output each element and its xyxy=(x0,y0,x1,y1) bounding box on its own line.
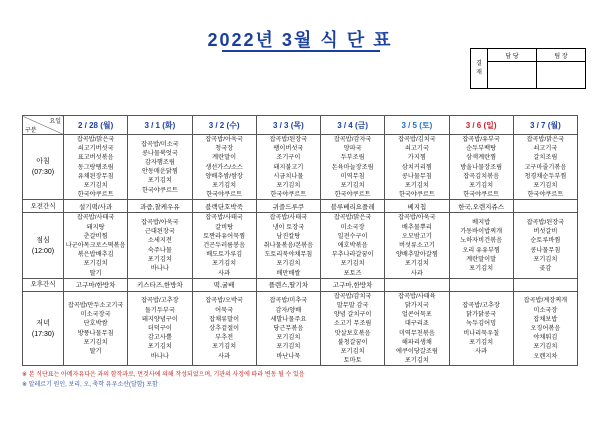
menu-item: 포기김치 xyxy=(533,343,558,351)
cell-r3-c3: 플렌스,딸기차 xyxy=(256,278,320,291)
menu-item: 오징어볶음 xyxy=(530,325,561,333)
menu-item: 포기김치 xyxy=(147,343,172,351)
menu-item: 두부조림 xyxy=(340,154,365,162)
cell-r0-c3 xyxy=(256,135,320,200)
menu-item: 토짠라유어묵찜 xyxy=(203,232,246,240)
menu-item: 갈치조림 xyxy=(533,154,558,162)
menu-item: 포기김치 xyxy=(340,348,365,356)
menu-table xyxy=(22,115,578,366)
menu-item: 잡채류말이 xyxy=(209,315,240,323)
menu-item: 유채된장무침 xyxy=(77,172,114,180)
menu-item: 잡곡밥/감자국 xyxy=(333,136,372,143)
menu-item: 방풍나물무침 xyxy=(77,329,114,337)
menu-item: 포기김치 xyxy=(212,182,237,190)
menu-item: 춘갈비찜 xyxy=(83,232,108,240)
cell-r0-c0 xyxy=(64,135,128,200)
cell-r2-c5 xyxy=(385,213,449,278)
menu-item: 잡곡밥/맑은국 xyxy=(526,136,565,143)
cell-r0-c4 xyxy=(321,135,385,200)
cell-r0-c5 xyxy=(385,135,449,200)
menu-item: 포기김치 xyxy=(469,182,494,190)
menu-item: 감고사뿔 xyxy=(147,334,172,342)
menu-item: 돼지불고기 xyxy=(273,163,304,171)
menu-item: 얼콘어묵포 xyxy=(401,311,432,319)
corner-bottom-label: 구분 xyxy=(25,128,37,134)
menu-item: 돌기두부국 xyxy=(144,306,175,314)
menu-item: 포기김치 xyxy=(276,343,301,351)
menu-item: 근대된장국 xyxy=(144,228,175,236)
cell-r1-c3: 귀즐드루쿠 xyxy=(256,200,320,213)
menu-item: 에쿠이당갈조림 xyxy=(395,348,438,356)
menu-item: 잡곡밥/아욱국 xyxy=(141,219,179,227)
cell-r1-c0: 설기떡/사과 xyxy=(64,200,128,213)
menu-item: 순두부백탕 xyxy=(466,145,497,153)
menu-item: 계란말이 xyxy=(212,154,237,162)
menu-item: 부추전 xyxy=(215,334,234,342)
menu-item: 부추나라갈꿈이 xyxy=(331,251,374,259)
menu-item: 해파리생채 xyxy=(401,338,432,346)
menu-item: 사과 xyxy=(475,348,488,356)
day-header-4: 3 / 4 (금) xyxy=(321,116,385,135)
menu-item: 불청갈꿈이 xyxy=(337,338,368,346)
menu-item: 바나나 xyxy=(150,265,169,273)
menu-item: 포기김치 xyxy=(404,260,429,268)
approval-col-1: 담 당 xyxy=(488,49,537,62)
menu-item: 잡곡김치볶음 xyxy=(463,172,500,180)
cell-r1-c1: 과즙,찰케우유 xyxy=(128,200,192,213)
menu-item: 콩나물무침 xyxy=(530,246,561,254)
row-label-0: 아침 (07:30) xyxy=(23,135,64,200)
menu-item: 상추겉절이 xyxy=(209,325,240,333)
menu-item: 포기김치 xyxy=(83,182,108,190)
cell-r1-c4: 블루베리요플레 xyxy=(321,200,385,213)
menu-item: 감자/양배 xyxy=(275,306,302,314)
approval-sign-1[interactable] xyxy=(488,62,537,89)
menu-item: 대구리죠 xyxy=(404,320,429,328)
cell-r2-c1 xyxy=(128,213,192,278)
menu-item: 잡곡밥/사태육 xyxy=(398,292,436,300)
menu-item: 청국장 xyxy=(215,145,234,153)
cell-r4-c1 xyxy=(128,291,192,366)
menu-item: 생선가스/소스 xyxy=(205,163,243,171)
cell-r2-c3 xyxy=(256,213,320,278)
menu-item: 고구마줄기볶음 xyxy=(524,163,567,171)
menu-item: 돼지양념구이 xyxy=(141,315,178,323)
cell-r0-c1 xyxy=(128,135,192,200)
menu-item: 표고버섯볶음 xyxy=(77,154,114,162)
cell-r4-c0 xyxy=(64,291,128,366)
menu-item: 한국야쿠르트 xyxy=(463,191,500,199)
cell-r1-c6: 한국,오렌지쥬스 xyxy=(449,200,513,213)
menu-item: 미소국장국 xyxy=(80,311,111,319)
menu-item: 소고기 무조림 xyxy=(333,320,372,328)
cell-r1-c5: 베지칩 xyxy=(385,200,449,213)
cell-r2-c6 xyxy=(449,213,513,278)
menu-item: 잡곡밥/아욱국 xyxy=(205,136,243,143)
menu-item: 한국야쿠르트 xyxy=(527,191,564,199)
menu-item: 잡곡밥/김치국 xyxy=(398,136,436,143)
cell-r2-c7 xyxy=(513,213,577,278)
menu-item: 볶은밥배추김 xyxy=(77,251,114,259)
cell-r4-c4 xyxy=(321,291,385,366)
approval-box xyxy=(470,48,586,89)
menu-item: 포기김치 xyxy=(83,338,108,346)
day-header-7: 3 / 7 (월) xyxy=(513,116,577,135)
menu-item: 시금치나물 xyxy=(273,172,304,180)
corner-header xyxy=(23,116,64,135)
row-label-2: 점심 (12:00) xyxy=(23,213,64,278)
menu-item: 포기김치 xyxy=(533,255,558,263)
menu-item: 잡곡밥/만두소고기국 xyxy=(67,302,124,310)
menu-item: 녹두김어밍 xyxy=(466,320,497,328)
menu-item: 사과 xyxy=(410,269,423,277)
menu-item: 한국야쿠르트 xyxy=(206,191,243,199)
menu-item: 쇠고기버섯국 xyxy=(77,145,114,153)
menu-item: 오리 유유부찜 xyxy=(462,246,500,254)
menu-item: 포기김치 xyxy=(276,334,301,342)
menu-item: 닭가닭콩국 xyxy=(466,311,497,319)
menu-item: 당근무볶음 xyxy=(273,325,304,333)
menu-item: 가지찜 xyxy=(407,154,426,162)
menu-item: 잡곡밥/사태국 xyxy=(205,214,243,222)
menu-item: 오모밤고기 xyxy=(401,232,432,240)
cell-r4-c2 xyxy=(192,291,256,366)
menu-item: 미역무친볶음 xyxy=(398,329,435,337)
cell-r4-c7 xyxy=(513,291,577,366)
menu-item: 양배추말아갈찜 xyxy=(395,251,438,259)
cell-r0-c2 xyxy=(192,135,256,200)
day-header-1: 3 / 1 (화) xyxy=(128,116,192,135)
menu-item: 잡곡밥/사태국 xyxy=(76,214,115,222)
menu-item: 잡곡밥/계장찌개 xyxy=(523,297,568,305)
menu-item: 비나리묵우칠 xyxy=(463,329,500,337)
menu-item: 딸기 xyxy=(89,269,102,277)
menu-item: 노하자비건볶음 xyxy=(460,237,503,245)
menu-item: 한국야쿠르트 xyxy=(77,191,114,199)
menu-item: 애호박볶음 xyxy=(337,242,368,250)
menu-item: 취나물볶음/본볶음 xyxy=(263,242,314,250)
day-header-5: 3 / 5 (토) xyxy=(385,116,449,135)
menu-item: 잡곡밥/맑은국 xyxy=(76,136,115,143)
menu-item: 딸기 xyxy=(89,348,102,356)
cell-r1-c2: 블랙단호박죽 xyxy=(192,200,256,213)
menu-item: 포기김치 xyxy=(212,343,237,351)
cell-r3-c7 xyxy=(513,278,577,291)
menu-item: 조기구이 xyxy=(276,154,301,162)
menu-item: 포기김치 xyxy=(533,182,558,190)
menu-item: 포기김치 xyxy=(276,260,301,268)
menu-item: 나군아목크로스떡볶음 xyxy=(65,242,126,250)
row-label-4: 저녁 (17:30) xyxy=(23,291,64,366)
menu-item: 한국야쿠르트 xyxy=(141,186,178,194)
approval-col-2: 팀 장 xyxy=(537,49,586,62)
cell-r3-c5 xyxy=(385,278,449,291)
menu-item: 양념 갈치구이 xyxy=(333,311,372,319)
notes-block xyxy=(22,370,582,390)
menu-item: 포기김치 xyxy=(469,338,494,346)
menu-item: 바나나 xyxy=(150,352,169,360)
menu-item: 잡곡밥/미추국 xyxy=(269,297,308,305)
cell-r2-c2 xyxy=(192,213,256,278)
menu-item: 포기김치 xyxy=(276,182,301,190)
cell-r3-c0: 고구마/한방차 xyxy=(64,278,128,291)
menu-item: 숙주나물 xyxy=(147,246,172,254)
menu-item: 야채튀김 xyxy=(533,334,558,342)
row-label-3: 오후간식 xyxy=(23,278,64,291)
day-header-3: 3 / 3 (목) xyxy=(256,116,320,135)
menu-item: 세발나물주요 xyxy=(270,315,307,323)
menu-item: 버섯갈비 xyxy=(533,228,558,236)
menu-item: 한국야쿠르트 xyxy=(398,191,435,199)
menu-item: 포기김치 xyxy=(404,357,429,365)
menu-item: 콩나물무침 xyxy=(401,172,432,180)
menu-item: 잡곡밥/맑은국 xyxy=(333,214,372,222)
meal-row xyxy=(23,135,578,200)
menu-item: 한국야쿠르트 xyxy=(334,191,371,199)
menu-item: 포기김치 xyxy=(469,265,494,273)
menu-item: 쇠고기국 xyxy=(533,145,558,153)
menu-item: 어묵국 xyxy=(215,306,234,314)
menu-item: 베지밥 xyxy=(472,219,491,227)
table-header-row xyxy=(23,116,578,135)
menu-item: 사과 xyxy=(218,352,231,360)
menu-item: 감자햄조림 xyxy=(144,159,175,166)
menu-item: 오렌지차 xyxy=(533,352,558,360)
menu-item: 사과 xyxy=(218,269,231,277)
approval-sign-2[interactable] xyxy=(537,62,586,89)
menu-item: 삼색계란찜 xyxy=(466,154,497,162)
menu-item: 단호박쌈 xyxy=(83,320,108,328)
cell-r4-c3 xyxy=(256,291,320,366)
menu-item: 잡곡밥/고추장 xyxy=(462,302,500,310)
menu-item: 일전수구이 xyxy=(337,232,368,240)
note-1: ※ 알레르기 원인, 보리, 오, 축학 유우소산(달함) 포함 xyxy=(22,382,158,388)
menu-item: 양배추쌈/쌈장 xyxy=(205,172,243,180)
menu-item: 닭가지국 xyxy=(404,302,429,310)
menu-item: 남진칼탕 xyxy=(276,232,301,240)
menu-item: 포기김치 xyxy=(404,182,429,190)
menu-item: 갈비탕 xyxy=(215,223,234,231)
menu-item: 포기김치 xyxy=(212,260,237,268)
menu-item: 말무말 감국 xyxy=(336,302,369,310)
day-header-6: 3 / 6 (일) xyxy=(449,116,513,135)
menu-item: 잡곡밥/된장국 xyxy=(269,136,308,143)
cell-r2-c4 xyxy=(321,213,385,278)
meal-row xyxy=(23,213,578,278)
cell-r3-c4: 고구마,한방차 xyxy=(321,278,385,291)
day-header-2: 3 / 2 (수) xyxy=(192,116,256,135)
menu-item: 가동바이밥찌개 xyxy=(460,228,503,236)
menu-item: 잡곡밥/유부국 xyxy=(462,136,500,143)
menu-item: 계란말이말 xyxy=(466,255,497,263)
menu-item: 잡채보밥 xyxy=(533,315,558,323)
menu-item: 팽이버섯국 xyxy=(273,145,304,153)
menu-item: 포기김치 xyxy=(147,177,172,185)
corner-top-label: 요일 xyxy=(49,119,61,125)
menu-item: 포기김치 xyxy=(83,260,108,268)
cell-r4-c6 xyxy=(449,291,513,366)
menu-item: 포토즈 xyxy=(343,269,362,277)
menu-item: 미역무침 xyxy=(340,172,365,180)
menu-item: 배만배쌀 xyxy=(276,269,301,277)
cell-r4-c5 xyxy=(385,291,449,366)
menu-item: 잡곡밥/오박국 xyxy=(205,297,243,305)
menu-item: 잡곡밥/된장국 xyxy=(526,219,565,227)
cell-r3-c2: 떡,귤배 xyxy=(192,278,256,291)
row-label-1: 오전간식 xyxy=(23,200,64,213)
cell-r0-c7 xyxy=(513,135,577,200)
menu-item: 미소국장 xyxy=(533,306,558,314)
note-0: ※ 본 식단표는 아메자유다은 과의 함작과로, 먼것사에 의해 작성되었으며, 기관의 사정에 따라 변동 될 수 있음 xyxy=(22,372,305,378)
menu-item: 잡곡밥/고추장 xyxy=(141,297,179,305)
menu-item: 잡곡밥/감치국 xyxy=(333,292,372,300)
menu-item: 맛살보호볶음 xyxy=(334,329,371,337)
cell-r1-c7 xyxy=(513,200,577,213)
menu-item: 청경채순두부찜 xyxy=(524,172,567,180)
menu-item: 잡곡밥/사태국 xyxy=(269,214,308,222)
menu-item: 안동매운닭찜 xyxy=(141,168,178,176)
menu-item: 삼치커리찜 xyxy=(401,163,432,171)
menu-item: 냉이 토장국 xyxy=(272,223,305,231)
menu-item: 한국야쿠르트 xyxy=(270,191,307,199)
menu-item: 잡곡밥/아욱국 xyxy=(398,214,436,222)
cell-r0-c6 xyxy=(449,135,513,200)
cell-r2-c0 xyxy=(64,213,128,278)
menu-item: 방울나물장조림 xyxy=(460,163,503,171)
menu-item: 곶감 xyxy=(539,265,552,273)
menu-item: 건곤두러름봉음 xyxy=(203,242,246,250)
page-title: 2022년 3월 식 단 표 xyxy=(207,30,393,50)
menu-item: 동그랑땡조림 xyxy=(77,163,114,171)
menu-item: 돈육마늘장조림 xyxy=(331,163,374,171)
snack-row xyxy=(23,200,578,213)
menu-item: 돼지탕 xyxy=(86,223,105,231)
menu-item: 버섯류소고기 xyxy=(398,242,435,250)
day-header-0: 2 / 28 (월) xyxy=(64,116,128,135)
menu-item: 도토리묵야채무침 xyxy=(264,251,313,259)
menu-item: 토마토 xyxy=(343,357,362,365)
menu-item: 더덕구이 xyxy=(147,325,172,333)
menu-item: 콩나물북엇국 xyxy=(141,149,178,157)
menu-item: 배도토가루김 xyxy=(206,251,243,259)
menu-item: 포기김치 xyxy=(340,182,365,190)
snack-row xyxy=(23,278,578,291)
title-underline xyxy=(222,50,380,52)
menu-item: 잡곡밥/미소국 xyxy=(141,140,179,148)
menu-item: 포기김치 xyxy=(147,255,172,263)
cell-r3-c1: 키스타즈,한방차 xyxy=(128,278,192,291)
menu-item: 배추물뿌리 xyxy=(401,223,432,231)
approval-row-label: 결 재 xyxy=(471,49,488,89)
cell-r3-c6 xyxy=(449,278,513,291)
menu-item: 미소국장 xyxy=(340,223,365,231)
menu-item: 양파국 xyxy=(343,145,362,153)
menu-item: 순토루바찜 xyxy=(530,237,561,245)
menu-item: 포기김치 xyxy=(340,260,365,268)
menu-item: 바난나묵 xyxy=(276,352,301,360)
menu-item: 소세지전 xyxy=(147,237,172,245)
menu-item: 쇠고기국 xyxy=(404,145,429,153)
meal-row xyxy=(23,291,578,366)
